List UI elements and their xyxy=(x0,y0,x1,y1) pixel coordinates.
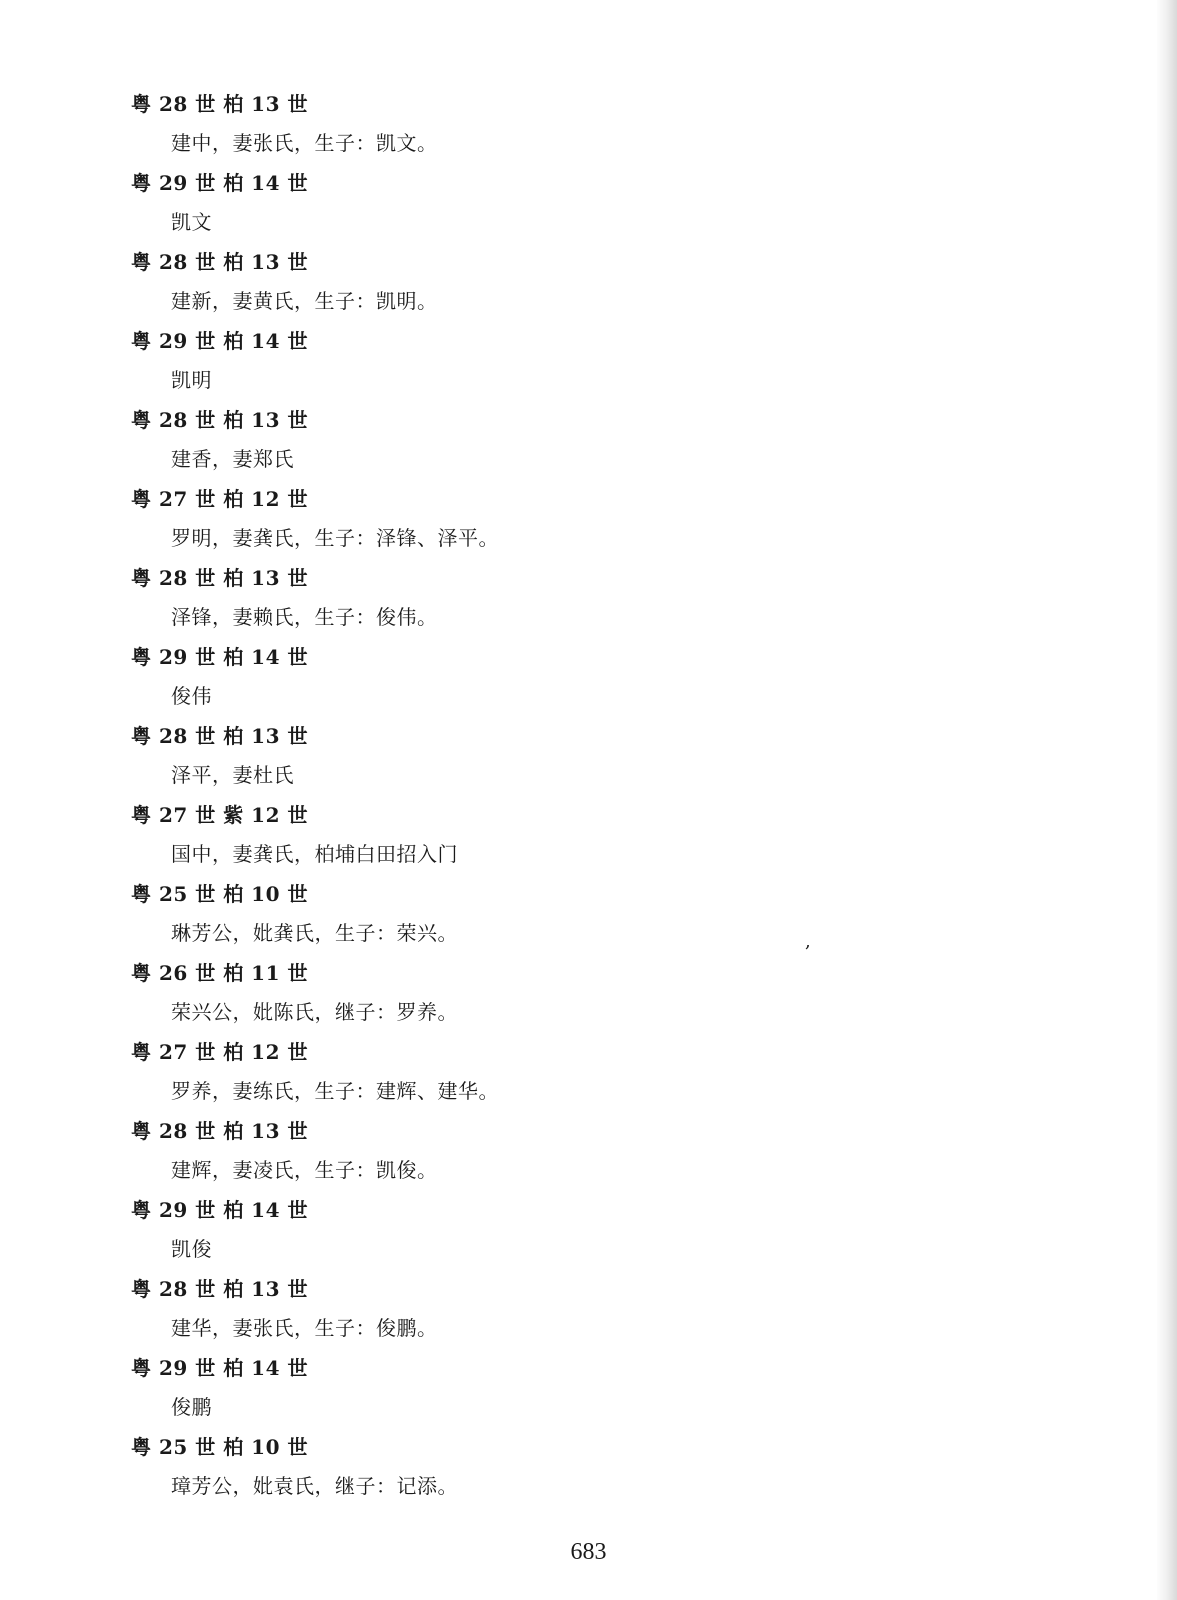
person-record: 俊鹏 xyxy=(171,1395,212,1419)
generation-heading: 粤 29 世 柏 14 世 xyxy=(131,171,308,195)
person-record: 凯文 xyxy=(171,210,212,234)
generation-heading: 粤 29 世 柏 14 世 xyxy=(131,645,308,669)
generation-heading: 粤 25 世 柏 10 世 xyxy=(131,882,308,906)
person-record: 泽平，妻杜氏 xyxy=(171,763,294,787)
person-record: 凯明 xyxy=(171,368,212,392)
person-record: 罗明，妻龚氏，生子：泽锋、泽平。 xyxy=(171,526,499,550)
person-record: 建香，妻郑氏 xyxy=(171,447,294,471)
generation-heading: 粤 28 世 柏 13 世 xyxy=(131,1119,308,1143)
generation-heading: 粤 28 世 柏 13 世 xyxy=(131,724,308,748)
generation-heading: 粤 28 世 柏 13 世 xyxy=(131,250,308,274)
generation-heading: 粤 28 世 柏 13 世 xyxy=(131,408,308,432)
person-record: 荣兴公，妣陈氏，继子：罗养。 xyxy=(171,1000,458,1024)
person-record: 建辉，妻凌氏，生子：凯俊。 xyxy=(171,1158,438,1182)
generation-heading: 粤 26 世 柏 11 世 xyxy=(131,961,308,985)
generation-heading: 粤 25 世 柏 10 世 xyxy=(131,1435,308,1459)
generation-heading: 粤 28 世 柏 13 世 xyxy=(131,92,308,116)
person-record: 建华，妻张氏，生子：俊鹏。 xyxy=(171,1316,438,1340)
stray-mark: , xyxy=(805,931,811,952)
person-record: 泽锋，妻赖氏，生子：俊伟。 xyxy=(171,605,438,629)
person-record: 建新，妻黄氏，生子：凯明。 xyxy=(171,289,438,313)
person-record: 凯俊 xyxy=(171,1237,212,1261)
generation-heading: 粤 28 世 柏 13 世 xyxy=(131,566,308,590)
person-record: 俊伟 xyxy=(171,684,212,708)
generation-heading: 粤 29 世 柏 14 世 xyxy=(131,1356,308,1380)
generation-heading: 粤 29 世 柏 14 世 xyxy=(131,1198,308,1222)
person-record: 罗养，妻练氏，生子：建辉、建华。 xyxy=(171,1079,499,1103)
person-record: 建中，妻张氏，生子：凯文。 xyxy=(171,131,438,155)
generation-heading: 粤 29 世 柏 14 世 xyxy=(131,329,308,353)
person-record: 璋芳公，妣袁氏，继子：记添。 xyxy=(171,1474,458,1498)
generation-heading: 粤 27 世 柏 12 世 xyxy=(131,1040,308,1064)
person-record: 琳芳公，妣龚氏，生子：荣兴。 xyxy=(171,921,458,945)
generation-heading: 粤 27 世 紫 12 世 xyxy=(131,803,308,827)
generation-heading: 粤 28 世 柏 13 世 xyxy=(131,1277,308,1301)
page-edge-shadow xyxy=(1157,0,1177,1600)
generation-heading: 粤 27 世 柏 12 世 xyxy=(131,487,308,511)
person-record: 国中，妻龚氏，柏埔白田招入门 xyxy=(171,842,458,866)
page-number: 683 xyxy=(570,1539,607,1565)
